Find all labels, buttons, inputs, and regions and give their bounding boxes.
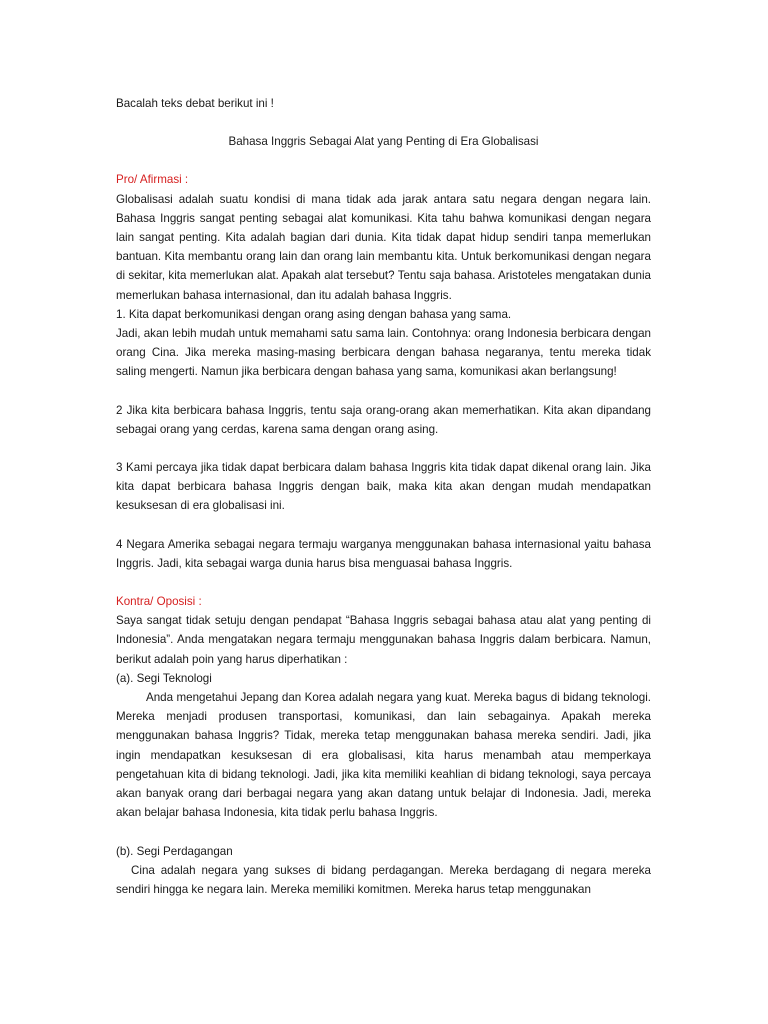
spacer bbox=[116, 439, 651, 458]
pro-point-1-body: Jadi, akan lebih mudah untuk memahami satu sama lain. Contohnya: orang Indonesia berbicara dengan orang Cina. Jika mereka masing-masing berbicara dengan bahasa negaranya, tentu mereka tidak saling mengerti. Namun jika berbicara dengan bahasa yang sama, komunikasi akan berlangsung! bbox=[116, 327, 651, 379]
pro-heading: Pro/ Afirmasi : bbox=[116, 173, 189, 187]
spacer bbox=[116, 573, 651, 592]
kontra-point-a-title: (a). Segi Teknologi bbox=[116, 671, 212, 685]
intro-instruction: Bacalah teks debat berikut ini ! bbox=[116, 97, 274, 110]
pro-point-4: 4 Negara Amerika sebagai negara termaju warganya menggunakan bahasa internasional yaitu bahasa Inggris. Jadi, kita sebagai warga dunia harus bisa menguasai bahasa Inggris. bbox=[116, 537, 651, 570]
pro-point-3: 3 Kami percaya jika tidak dapat berbicara dalam bahasa Inggris kita tidak dapat dikenal orang lain. Jika kita dapat berbicara bahasa Inggris dengan baik, maka kita akan dengan mudah mendapatkan kesuksesan di era globalisasi ini. bbox=[116, 461, 651, 513]
pro-point-2: 2 Jika kita berbicara bahasa Inggris, tentu saja orang-orang akan memerhatikan. Kita akan dipandang sebagai orang yang cerdas, karena sama dengan orang asing. bbox=[116, 403, 651, 436]
spacer bbox=[116, 382, 651, 401]
document-title: Bahasa Inggris Sebagai Alat yang Penting di Era Globalisasi bbox=[228, 135, 539, 149]
kontra-paragraph: Saya sangat tidak setuju dengan pendapat “Bahasa Inggris sebagai bahasa atau alat yang penting di Indonesia”. Anda mengatakan negara termaju menggunakan bahasa Inggris dalam berbicara. Namun, berikut adalah poin yang harus diperhatikan : bbox=[116, 614, 651, 666]
pro-paragraph: Globalisasi adalah suatu kondisi di mana tidak ada jarak antara satu negara dengan negara lain. Bahasa Inggris sangat penting sebagai alat komunikasi. Kita tahu bahwa komunikasi dengan negara lain sangat penting. Kita adalah bagian dari dunia. Kita tidak dapat hidup sendiri tanpa memerlukan bantuan. Kita membantu orang lain dan orang lain membantu kita. Untuk berkomunikasi dengan negara di sekitar, kita memerlukan alat. Apakah alat tersebut? Tentu saja bahasa. Aristoteles mengatakan dunia memerlukan bahasa internasional, dan itu adalah bahasa Inggris. bbox=[116, 192, 651, 302]
kontra-heading: Kontra/ Oposisi : bbox=[116, 595, 202, 609]
kontra-point-b-title: (b). Segi Perdagangan bbox=[116, 844, 233, 858]
document-page bbox=[116, 94, 651, 899]
pro-point-1-title: 1. Kita dapat berkomunikasi dengan orang asing dengan bahasa yang sama. bbox=[116, 307, 512, 321]
spacer bbox=[116, 516, 651, 535]
kontra-point-a-body: Anda mengetahui Jepang dan Korea adalah negara yang kuat. Mereka bagus di bidang teknologi. Mereka menjadi produsen transportasi, komunikasi, dan lain sebagainya. Apakah mereka menggunakan bahasa Inggris? Tidak, mereka tetap menggunakan bahasa mereka sendiri. Jadi, jika ingin mendapatkan kesuksesan di era globalisasi, kita harus menambah atau memperkaya pengetahuan kita di bidang teknologi. Jadi, jika kita memiliki keahlian di bidang teknologi, saya percaya akan banyak orang dari berbagai negara yang akan datang untuk belajar di Indonesia. Jadi, mereka akan belajar bahasa Indonesia, kita tidak perlu bahasa Inggris. bbox=[116, 691, 651, 820]
spacer bbox=[116, 823, 651, 842]
kontra-point-b-body: Cina adalah negara yang sukses di bidang perdagangan. Mereka berdagang di negara mereka sendiri hingga ke negara lain. Mereka memiliki komitmen. Mereka harus tetap menggunakan bbox=[116, 863, 651, 896]
